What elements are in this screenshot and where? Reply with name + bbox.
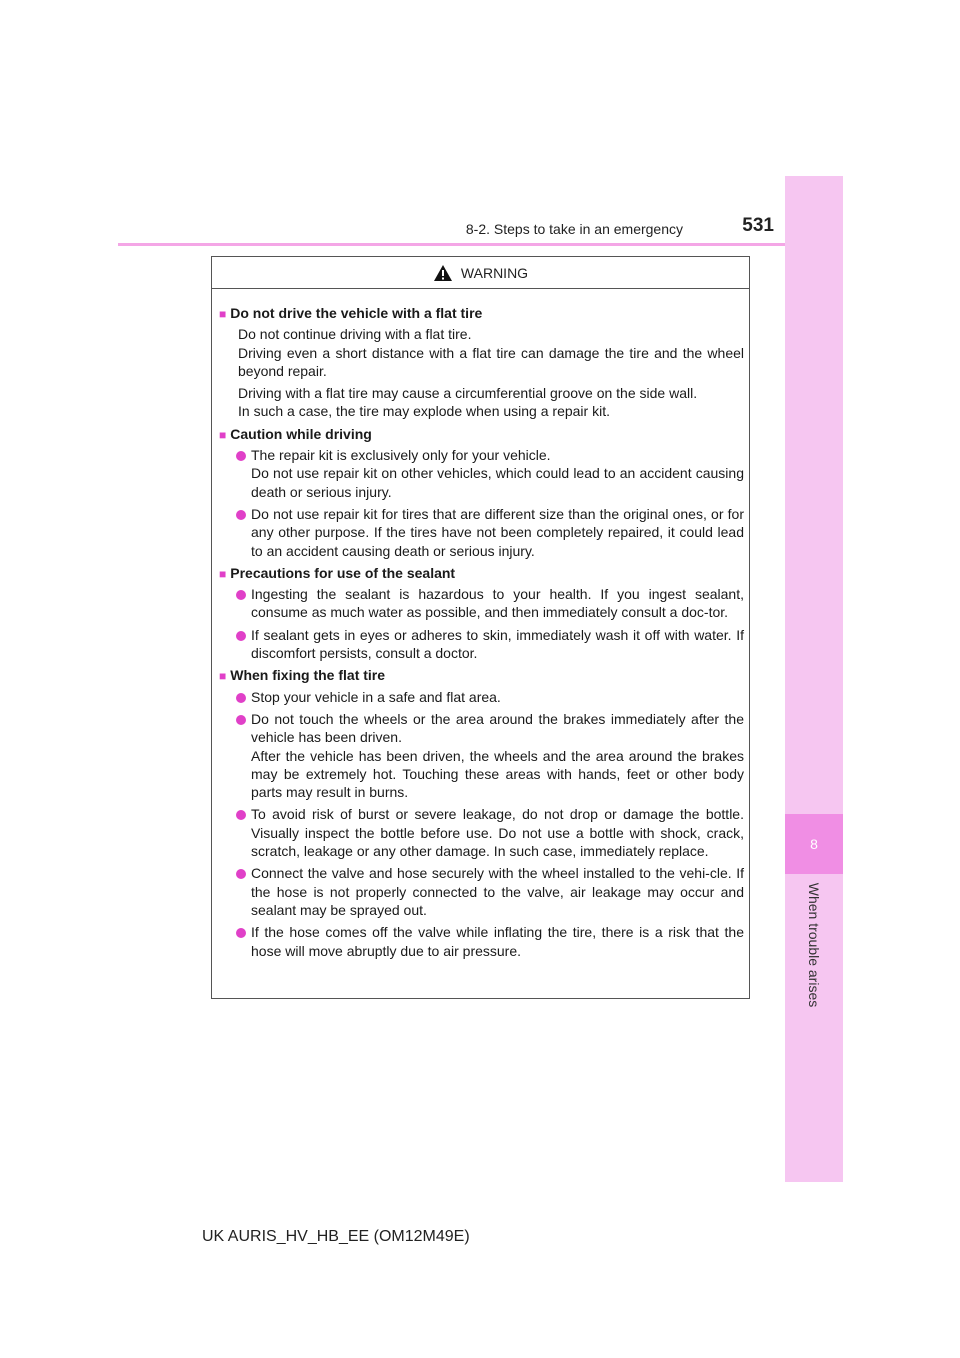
square-icon: ■ xyxy=(219,427,227,442)
section-heading: ■ When fixing the flat tire xyxy=(219,667,386,684)
bullet-dot-icon xyxy=(236,928,246,938)
section-heading: ■ Precautions for use of the sealant xyxy=(219,564,456,581)
square-icon: ■ xyxy=(219,307,227,321)
warning-header xyxy=(212,257,749,289)
chapter-label: When trouble arises xyxy=(806,882,822,1008)
square-icon: ■ xyxy=(219,566,227,581)
bullet-dot-icon xyxy=(236,715,246,725)
model-code: UK AURIS_HV_HB_EE (OM12M49E) xyxy=(202,1228,470,1245)
bullet-item: Stop your vehicle in a safe and flat area. xyxy=(219,688,744,706)
square-icon: ■ xyxy=(219,669,227,684)
bullet-dot-icon xyxy=(236,451,246,461)
bullet-dot-icon xyxy=(236,590,246,600)
bullet-item: To avoid risk of burst or severe leakage, do not drop or damage the bottle. Visually inspect the bottle before use. Do not use a bottle with shock, crack, scratch, leakage or any other damage. In such case, immediately replace. xyxy=(219,805,744,860)
bullet-item: Connect the valve and hose securely with the wheel installed to the vehi-cle. If the hose is not properly connected to the valve, air leakage may occur and sealant may be sprayed out. xyxy=(219,864,744,919)
paragraph: Do not continue driving with a flat tire. Driving even a short distance with a flat tire can damage the tire and the wheel beyond repair. xyxy=(238,326,744,379)
chapter-side-tab xyxy=(785,176,843,1182)
bullet-item: Do not use repair kit for tires that are different size than the original ones, or for any other purpose. If the tires have not been completely repaired, it could lead to an accident causing death or serious injury. xyxy=(219,505,744,560)
paragraph: Driving with a flat tire may cause a circumferential groove on the side wall. In such a case, the tire may explode when using a repair kit. xyxy=(238,385,698,420)
chapter-number: 8 xyxy=(785,814,843,874)
section-heading: ■ Do not drive the vehicle with a flat tire xyxy=(219,305,483,321)
bullet-dot-icon xyxy=(236,631,246,641)
bullet-item: Do not touch the wheels or the area around the brakes immediately after the vehicle has been driven. After the vehicle has been driven, the wheels and the area around the brakes may be extremely hot. Touching these areas with hands, feet or other body parts may result in burns. xyxy=(219,710,744,801)
warning-box xyxy=(211,256,750,999)
bullet-dot-icon xyxy=(236,693,246,703)
warning-body xyxy=(212,289,749,960)
bullet-item: Ingesting the sealant is hazardous to your health. If you ingest sealant, consume as much water as possible, and then immediately consult a doc-tor. xyxy=(219,585,744,622)
bullet-dot-icon xyxy=(236,510,246,520)
section-title: 8-2. Steps to take in an emergency xyxy=(465,221,683,237)
bullet-dot-icon xyxy=(236,810,246,820)
warning-title: WARNING xyxy=(460,264,529,281)
bullet-item: The repair kit is exclusively only for your vehicle. Do not use repair kit on other vehicles, which could lead to an accident causing death or serious injury. xyxy=(219,446,744,501)
bullet-item: If the hose comes off the valve while inflating the tire, there is a risk that the hose will move abruptly due to air pressure. xyxy=(219,923,744,960)
header-rule xyxy=(118,243,843,246)
section-heading: ■ Caution while driving xyxy=(219,425,372,442)
warning-triangle-icon xyxy=(433,264,453,282)
page-number: 531 xyxy=(742,215,774,236)
bullet-item: If sealant gets in eyes or adheres to skin, immediately wash it off with water. If discomfort persists, consult a doctor. xyxy=(219,626,744,663)
bullet-dot-icon xyxy=(236,869,246,879)
